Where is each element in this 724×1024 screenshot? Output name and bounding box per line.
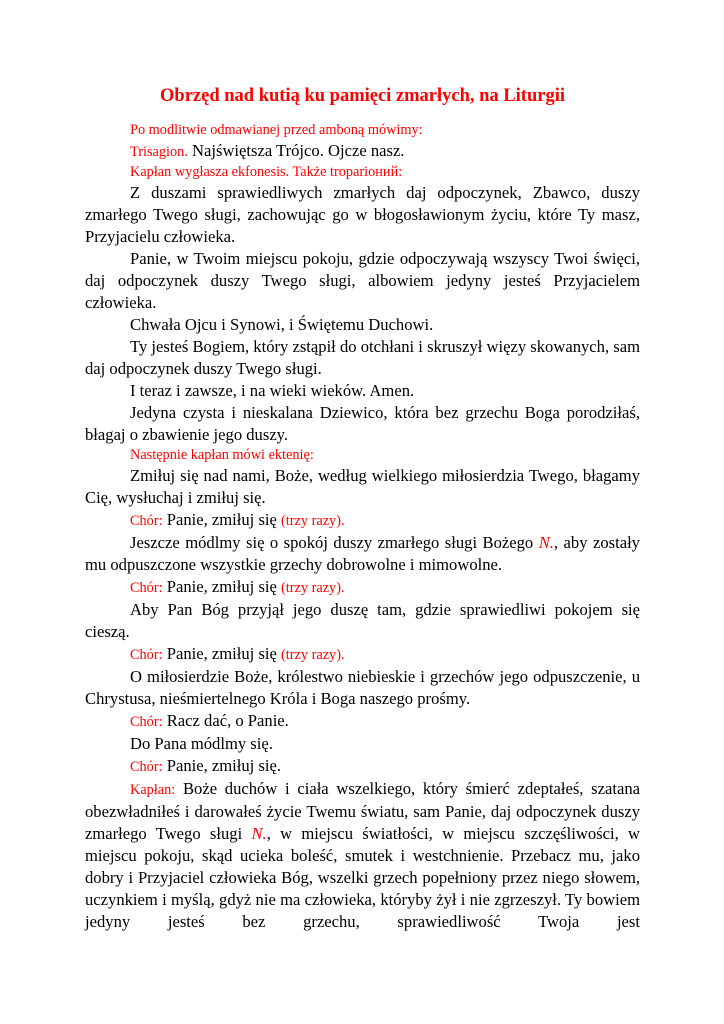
rubric-trisagion: Trisagion. — [130, 144, 188, 160]
choir-response — [85, 710, 640, 733]
name-placeholder: N. — [538, 533, 554, 552]
rubric-3: Następnie kapłan mówi ektenię: — [130, 447, 314, 463]
paragraph: Panie, w Twoim miejscu pokoju, gdzie odpoczywają wszyscy Twoi święci, daj odpoczynek duszy Twego sługi, albowiem jedyny jesteś Przyjacielem człowieka. — [85, 249, 640, 312]
paragraph: Do Pana módlmy się. — [130, 734, 273, 753]
trisagion-line — [85, 140, 640, 163]
choir-label: Chór: — [130, 759, 163, 775]
choir-label: Chór: — [130, 513, 163, 529]
three-times-rubric: (trzy razy). — [281, 513, 345, 529]
choir-response — [85, 643, 640, 666]
choir-response — [85, 576, 640, 599]
choir-label: Chór: — [130, 580, 163, 596]
page-title: Obrzęd nad kutią ku pamięci zmarłych, na Liturgii — [160, 86, 565, 106]
paragraph — [85, 778, 640, 933]
choir-text: Racz dać, o Panie. — [162, 711, 289, 730]
trisagion-text: Najświętsza Trójco. Ojcze nasz. — [187, 141, 405, 160]
paragraph: Ty jesteś Bogiem, który zstąpił do otchłani i skruszył więzy skowanych, sam daj odpoczynek duszy Twego sługi. — [85, 337, 640, 378]
name-placeholder: N. — [251, 824, 267, 843]
choir-label: Chór: — [130, 714, 163, 730]
paragraph: Zmiłuj się nad nami, Boże, według wielkiego miłosierdzia Twego, błagamy Cię, wysłuchaj i zmiłuj się. — [85, 466, 640, 507]
document-page — [85, 84, 640, 933]
paragraph: Jedyna czysta i nieskalana Dziewico, która bez grzechu Boga porodziłaś, błagaj o zbawienie jego duszy. — [85, 403, 640, 444]
prayer-text: , w miejscu światłości, w miejscu szczęśliwości, w miejscu pokoju, skąd ucieka boleść, smutek i westchnienie. Przebacz mu, jako dobry i Przyjaciel człowieka Bóg, wszelki grzech popełniony przez niego słowem, uczynkiem i myślą, gdyż nie ma człowieka, któryby żył i nie zgrzeszył. Ty bowiem jedyny jesteś bez grzechu, sprawiedliwość Twoja jest — [85, 824, 640, 931]
petition-text: , aby zostały mu odpuszczone wszystkie grzechy dobrowolne i mimowolne. — [85, 533, 640, 574]
choir-response — [85, 755, 640, 778]
paragraph: O miłosierdzie Boże, królestwo niebieskie i grzechów jego odpuszczenie, u Chrystusa, nieśmiertelnego Króla i Boga naszego prośmy. — [85, 667, 640, 708]
paragraph — [85, 532, 640, 576]
choir-label: Chór: — [130, 647, 163, 663]
paragraph: Chwała Ojcu i Synowi, i Świętemu Duchowi. — [130, 315, 434, 334]
paragraph: I teraz i zawsze, i na wieki wieków. Amen. — [130, 381, 415, 400]
rubric-2: Kapłan wygłasza ekfonesis. Także troparioний: — [130, 164, 403, 180]
three-times-rubric: (trzy razy). — [281, 647, 345, 663]
priest-label: Kapłan: — [130, 782, 176, 798]
paragraph: Z duszami sprawiedliwych zmarłych daj odpoczynek, Zbawco, duszy zmarłego Twego sługi, zachowując go w błogosławionym życiu, które Ty masz, Przyjacielu człowieka. — [85, 183, 640, 246]
paragraph: Aby Pan Bóg przyjął jego duszę tam, gdzie sprawiedliwi pokojem się cieszą. — [85, 600, 640, 641]
choir-text: Panie, zmiłuj się — [162, 577, 282, 596]
choir-text: Panie, zmiłuj się. — [162, 756, 282, 775]
choir-text: Panie, zmiłuj się — [162, 644, 282, 663]
rubric-1: Po modlitwie odmawianej przed amboną mówimy: — [130, 122, 423, 138]
prayer-text: Boże duchów i ciała wszelkiego, który śmierć zdeptałeś, szatana obezwładniłeś i darowałeś życie Twemu światu, sam Panie, daj odpoczynek duszy zmarłego Twego sługi — [85, 779, 640, 843]
petition-text: Jeszcze módlmy się o spokój duszy zmarłego sługi Bożego — [130, 533, 539, 552]
choir-response — [85, 509, 640, 532]
three-times-rubric: (trzy razy). — [281, 580, 345, 596]
choir-text: Panie, zmiłuj się — [162, 510, 282, 529]
